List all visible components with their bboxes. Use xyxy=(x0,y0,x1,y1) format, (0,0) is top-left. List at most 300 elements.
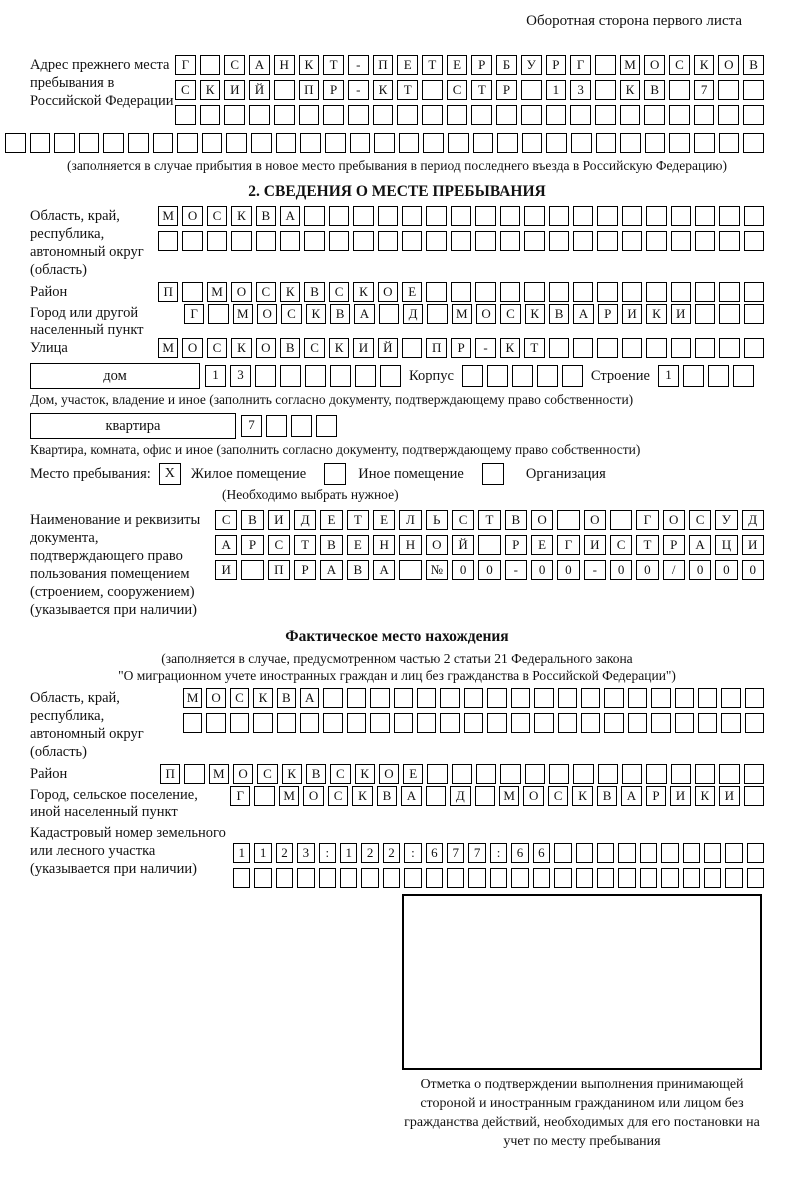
char-cell: 0 xyxy=(636,560,658,580)
char-cell xyxy=(618,868,635,888)
char-cell xyxy=(128,133,149,153)
char-cell xyxy=(361,868,378,888)
char-cell xyxy=(316,415,337,437)
char-cell xyxy=(329,206,349,226)
char-cell xyxy=(253,713,272,733)
char-cell xyxy=(524,282,544,302)
char-cell xyxy=(562,365,583,387)
char-cell xyxy=(182,282,202,302)
cadastral-row-2 xyxy=(233,868,764,888)
char-cell xyxy=(224,105,245,125)
char-cell: Е xyxy=(402,282,422,302)
char-cell xyxy=(280,365,301,387)
stay-type-line xyxy=(30,463,764,485)
char-cell xyxy=(399,560,421,580)
char-cell xyxy=(231,231,251,251)
document-block xyxy=(30,510,764,619)
char-cell xyxy=(226,133,247,153)
char-cell xyxy=(402,338,422,358)
char-cell xyxy=(695,304,715,324)
char-cell xyxy=(719,282,739,302)
char-cell xyxy=(426,786,446,806)
char-cell xyxy=(475,206,495,226)
char-cell xyxy=(628,713,647,733)
char-cell xyxy=(576,868,593,888)
char-cell: В xyxy=(280,338,300,358)
char-cell: Е xyxy=(373,510,395,530)
char-cell xyxy=(698,713,717,733)
char-cell xyxy=(646,231,666,251)
char-cell xyxy=(744,338,764,358)
char-cell xyxy=(683,843,700,863)
prev-address-label: Адрес прежнего места пребывания в Российской Федерации xyxy=(30,57,174,109)
char-cell xyxy=(276,868,293,888)
char-cell: С xyxy=(256,282,276,302)
actual-city-label: Город, сельское поселение, иной населенный пункт xyxy=(30,787,198,820)
char-cell: Т xyxy=(524,338,544,358)
char-cell: 1 xyxy=(254,843,271,863)
char-cell: Р xyxy=(598,304,618,324)
char-cell: О xyxy=(231,282,251,302)
char-cell: 0 xyxy=(452,560,474,580)
char-cell xyxy=(597,231,617,251)
char-cell xyxy=(549,231,569,251)
char-cell xyxy=(743,133,764,153)
char-cell xyxy=(744,786,764,806)
char-cell xyxy=(743,105,764,125)
char-cell xyxy=(487,688,506,708)
char-cell xyxy=(329,231,349,251)
char-cell xyxy=(646,206,666,226)
confirmation-stamp-box xyxy=(402,894,762,1070)
char-cell xyxy=(464,688,483,708)
char-cell xyxy=(620,105,641,125)
char-cell xyxy=(426,206,446,226)
stay-type-label: Место пребывания: xyxy=(30,465,151,482)
char-cell xyxy=(597,843,614,863)
char-cell xyxy=(718,105,739,125)
char-cell: К xyxy=(353,282,373,302)
char-cell xyxy=(596,133,617,153)
char-cell: С xyxy=(610,535,632,555)
cadastral-label: Кадастровый номер земельного или лесного участка (указывается при наличии) xyxy=(30,825,226,877)
street-block xyxy=(30,338,764,358)
char-cell: - xyxy=(584,560,606,580)
char-cell xyxy=(708,365,729,387)
char-cell xyxy=(394,688,413,708)
char-cell: 1 xyxy=(340,843,357,863)
char-cell: 6 xyxy=(511,843,528,863)
char-cell xyxy=(304,206,324,226)
char-cell: А xyxy=(689,535,711,555)
char-cell: К xyxy=(282,764,302,784)
apartment-note: Квартира, комната, офис и иное (заполнить согласно документу, подтверждающему право собственности) xyxy=(30,442,641,457)
char-cell xyxy=(719,206,739,226)
prev-address-row-2 xyxy=(175,80,764,100)
district-row xyxy=(158,282,764,302)
char-cell: 6 xyxy=(426,843,443,863)
char-cell: Е xyxy=(320,510,342,530)
char-cell xyxy=(511,868,528,888)
stay-option-organization-label: Организация xyxy=(525,465,606,482)
district-block xyxy=(30,282,764,302)
char-cell: М xyxy=(158,206,178,226)
char-cell xyxy=(597,206,617,226)
char-cell: Е xyxy=(531,535,553,555)
char-cell xyxy=(511,713,530,733)
char-cell xyxy=(618,843,635,863)
char-cell: 0 xyxy=(610,560,632,580)
actual-district-label: Район xyxy=(30,766,68,782)
char-cell xyxy=(200,55,221,75)
char-cell: Й xyxy=(378,338,398,358)
char-cell: Н xyxy=(399,535,421,555)
char-cell: О xyxy=(531,510,553,530)
char-cell: А xyxy=(401,786,421,806)
char-cell xyxy=(546,105,567,125)
char-cell xyxy=(640,868,657,888)
char-cell: А xyxy=(300,688,319,708)
char-cell: Р xyxy=(546,55,567,75)
char-cell xyxy=(695,231,715,251)
char-cell xyxy=(175,105,196,125)
char-cell: 2 xyxy=(383,843,400,863)
char-cell xyxy=(208,304,228,324)
char-cell: К xyxy=(329,338,349,358)
document-cells xyxy=(215,510,764,580)
char-cell xyxy=(404,868,421,888)
char-cell xyxy=(476,764,496,784)
char-cell xyxy=(397,105,418,125)
char-cell: П xyxy=(268,560,290,580)
char-cell xyxy=(380,365,401,387)
char-cell: С xyxy=(330,764,350,784)
char-cell: П xyxy=(426,338,446,358)
char-cell: К xyxy=(695,786,715,806)
char-cell: Т xyxy=(294,535,316,555)
confirmation-area xyxy=(400,894,764,1151)
char-cell xyxy=(200,105,221,125)
char-cell xyxy=(521,105,542,125)
char-cell: О xyxy=(257,304,277,324)
char-cell xyxy=(581,688,600,708)
char-cell xyxy=(330,365,351,387)
stay-option-residential-label: Жилое помещение xyxy=(190,465,307,482)
char-cell: И xyxy=(215,560,237,580)
char-cell: О xyxy=(206,688,225,708)
char-cell xyxy=(595,105,616,125)
char-cell: Т xyxy=(347,510,369,530)
char-cell xyxy=(512,365,533,387)
char-cell: 0 xyxy=(742,560,764,580)
char-cell xyxy=(695,764,715,784)
char-cell: С xyxy=(329,282,349,302)
char-cell xyxy=(464,713,483,733)
apartment-cells xyxy=(241,415,337,437)
char-cell xyxy=(725,868,742,888)
char-cell xyxy=(277,713,296,733)
char-cell xyxy=(305,365,326,387)
char-cell xyxy=(422,80,443,100)
korpus-label: Корпус xyxy=(409,367,454,384)
confirmation-caption: Отметка о подтверждении выполнения принимающей стороной и иностранным гражданином или лицом без гражданства действий, необходимых для его постановки на учет по месту пребывания xyxy=(404,1077,760,1149)
char-cell xyxy=(719,338,739,358)
char-cell xyxy=(500,206,520,226)
char-cell: А xyxy=(621,786,641,806)
char-cell: В xyxy=(505,510,527,530)
char-cell: М xyxy=(452,304,472,324)
char-cell: С xyxy=(548,786,568,806)
char-cell: В xyxy=(306,764,326,784)
char-cell: И xyxy=(353,338,373,358)
char-cell: К xyxy=(694,55,715,75)
char-cell xyxy=(573,282,593,302)
char-cell: 3 xyxy=(570,80,591,100)
char-cell: 7 xyxy=(447,843,464,863)
char-cell: К xyxy=(355,764,375,784)
char-cell: В xyxy=(330,304,350,324)
char-cell xyxy=(521,80,542,100)
actual-location-note-1: (заполняется в случае, предусмотренном частью 2 статьи 21 Федерального закона xyxy=(161,651,633,666)
house-line xyxy=(30,363,764,389)
region-row-2 xyxy=(158,231,764,251)
char-cell xyxy=(276,133,297,153)
char-cell xyxy=(249,105,270,125)
char-cell xyxy=(683,365,704,387)
char-cell xyxy=(511,688,530,708)
char-cell xyxy=(280,231,300,251)
char-cell: 3 xyxy=(297,843,314,863)
char-cell: Е xyxy=(347,535,369,555)
char-cell xyxy=(490,868,507,888)
char-cell: Г xyxy=(184,304,204,324)
char-cell: О xyxy=(256,338,276,358)
char-cell: Ь xyxy=(426,510,448,530)
stroenie-label: Строение xyxy=(590,367,650,384)
actual-city-row xyxy=(230,786,764,806)
char-cell xyxy=(719,231,739,251)
char-cell xyxy=(669,133,690,153)
char-cell: М xyxy=(620,55,641,75)
char-cell xyxy=(597,282,617,302)
char-cell: К xyxy=(231,206,251,226)
char-cell: С xyxy=(500,304,520,324)
char-cell xyxy=(440,713,459,733)
char-cell: Е xyxy=(403,764,423,784)
char-cell: А xyxy=(249,55,270,75)
char-cell xyxy=(537,365,558,387)
char-cell: Г xyxy=(636,510,658,530)
char-cell: И xyxy=(584,535,606,555)
street-row xyxy=(158,338,764,358)
char-cell: Г xyxy=(230,786,250,806)
char-cell: Ц xyxy=(715,535,737,555)
city-label: Город или другой населенный пункт xyxy=(30,305,144,338)
char-cell: О xyxy=(378,282,398,302)
char-cell: Г xyxy=(570,55,591,75)
char-cell xyxy=(721,713,740,733)
region-cells xyxy=(158,206,764,251)
char-cell xyxy=(747,843,764,863)
char-cell xyxy=(595,80,616,100)
char-cell xyxy=(725,843,742,863)
char-cell: Р xyxy=(294,560,316,580)
char-cell: Р xyxy=(241,535,263,555)
char-cell: К xyxy=(620,80,641,100)
char-cell xyxy=(5,133,26,153)
char-cell: Д xyxy=(450,786,470,806)
char-cell xyxy=(645,133,666,153)
char-cell: О xyxy=(182,338,202,358)
cadastral-row-1 xyxy=(233,843,764,863)
char-cell: У xyxy=(521,55,542,75)
char-cell: С xyxy=(268,535,290,555)
char-cell: О xyxy=(584,510,606,530)
street-label: Улица xyxy=(30,340,68,356)
char-cell: И xyxy=(268,510,290,530)
char-cell xyxy=(719,133,740,153)
char-cell xyxy=(473,133,494,153)
char-cell xyxy=(323,105,344,125)
char-cell xyxy=(468,868,485,888)
char-cell: К xyxy=(253,688,272,708)
char-cell xyxy=(698,688,717,708)
char-cell xyxy=(695,282,715,302)
char-cell: Т xyxy=(478,510,500,530)
char-cell xyxy=(158,231,178,251)
char-cell xyxy=(323,688,342,708)
section2-title: 2. СВЕДЕНИЯ О МЕСТЕ ПРЕБЫВАНИЯ xyxy=(248,183,546,200)
char-cell xyxy=(558,713,577,733)
char-cell xyxy=(417,713,436,733)
cadastral-cells xyxy=(233,823,764,888)
char-cell: В xyxy=(320,535,342,555)
char-cell: С xyxy=(669,55,690,75)
char-cell: В xyxy=(377,786,397,806)
char-cell xyxy=(417,688,436,708)
char-cell xyxy=(651,688,670,708)
char-cell xyxy=(451,206,471,226)
char-cell xyxy=(402,206,422,226)
char-cell xyxy=(348,105,369,125)
char-cell xyxy=(719,304,739,324)
char-cell xyxy=(595,55,616,75)
char-cell xyxy=(554,843,571,863)
char-cell: О xyxy=(426,535,448,555)
house-cells xyxy=(205,365,401,387)
char-cell: М xyxy=(207,282,227,302)
actual-region-row-1 xyxy=(183,688,764,708)
char-cell: Т xyxy=(422,55,443,75)
char-cell: В xyxy=(347,560,369,580)
actual-region-label: Область, край, республика, автономный округ (область) xyxy=(30,690,144,760)
char-cell: А xyxy=(573,304,593,324)
char-cell xyxy=(744,282,764,302)
char-cell xyxy=(374,133,395,153)
char-cell: 7 xyxy=(241,415,262,437)
char-cell: К xyxy=(306,304,326,324)
char-cell xyxy=(557,510,579,530)
char-cell: : xyxy=(490,843,507,863)
char-cell xyxy=(573,338,593,358)
char-cell: П xyxy=(299,80,320,100)
char-cell xyxy=(745,713,764,733)
document-row-3 xyxy=(215,560,764,580)
char-cell xyxy=(233,868,250,888)
prev-address-row-1 xyxy=(175,55,764,75)
char-cell: О xyxy=(379,764,399,784)
char-cell: Й xyxy=(452,535,474,555)
char-cell xyxy=(522,133,543,153)
char-cell xyxy=(153,133,174,153)
char-cell xyxy=(524,231,544,251)
char-cell: С xyxy=(328,786,348,806)
stay-option-other-checkbox xyxy=(324,463,346,485)
char-cell xyxy=(373,105,394,125)
char-cell xyxy=(183,713,202,733)
char-cell xyxy=(184,764,204,784)
char-cell xyxy=(661,868,678,888)
char-cell xyxy=(622,338,642,358)
char-cell: М xyxy=(233,304,253,324)
char-cell: В xyxy=(277,688,296,708)
char-cell: С xyxy=(224,55,245,75)
char-cell xyxy=(570,105,591,125)
char-cell: С xyxy=(230,688,249,708)
char-cell xyxy=(447,105,468,125)
char-cell xyxy=(399,133,420,153)
char-cell: П xyxy=(373,55,394,75)
char-cell: М xyxy=(499,786,519,806)
char-cell: О xyxy=(663,510,685,530)
char-cell xyxy=(571,133,592,153)
char-cell xyxy=(533,868,550,888)
char-cell: 0 xyxy=(478,560,500,580)
char-cell: К xyxy=(280,282,300,302)
char-cell: Н xyxy=(274,55,295,75)
char-cell xyxy=(266,415,287,437)
char-cell xyxy=(573,764,593,784)
char-cell xyxy=(558,688,577,708)
prev-address-cells xyxy=(175,55,764,125)
char-cell xyxy=(546,133,567,153)
char-cell: 7 xyxy=(694,80,715,100)
char-cell: М xyxy=(158,338,178,358)
char-cell: - xyxy=(505,560,527,580)
char-cell xyxy=(671,206,691,226)
char-cell: / xyxy=(663,560,685,580)
stay-option-other-label: Иное помещение xyxy=(358,465,464,482)
char-cell: У xyxy=(715,510,737,530)
char-cell xyxy=(427,304,447,324)
char-cell xyxy=(475,231,495,251)
char-cell xyxy=(394,713,413,733)
prev-address-note: (заполняется в случае прибытия в новое место пребывания в период последнего въезда в Российскую Федерацию) xyxy=(66,158,728,173)
char-cell: И xyxy=(670,786,690,806)
char-cell xyxy=(497,133,518,153)
char-cell xyxy=(694,133,715,153)
char-cell xyxy=(447,868,464,888)
char-cell: В xyxy=(256,206,276,226)
char-cell xyxy=(256,231,276,251)
char-cell: Й xyxy=(249,80,270,100)
char-cell xyxy=(622,282,642,302)
stay-type-note: (Необходимо выбрать нужное) xyxy=(222,487,399,502)
char-cell xyxy=(353,206,373,226)
char-cell xyxy=(462,365,483,387)
char-cell: 6 xyxy=(533,843,550,863)
char-cell: В xyxy=(644,80,665,100)
